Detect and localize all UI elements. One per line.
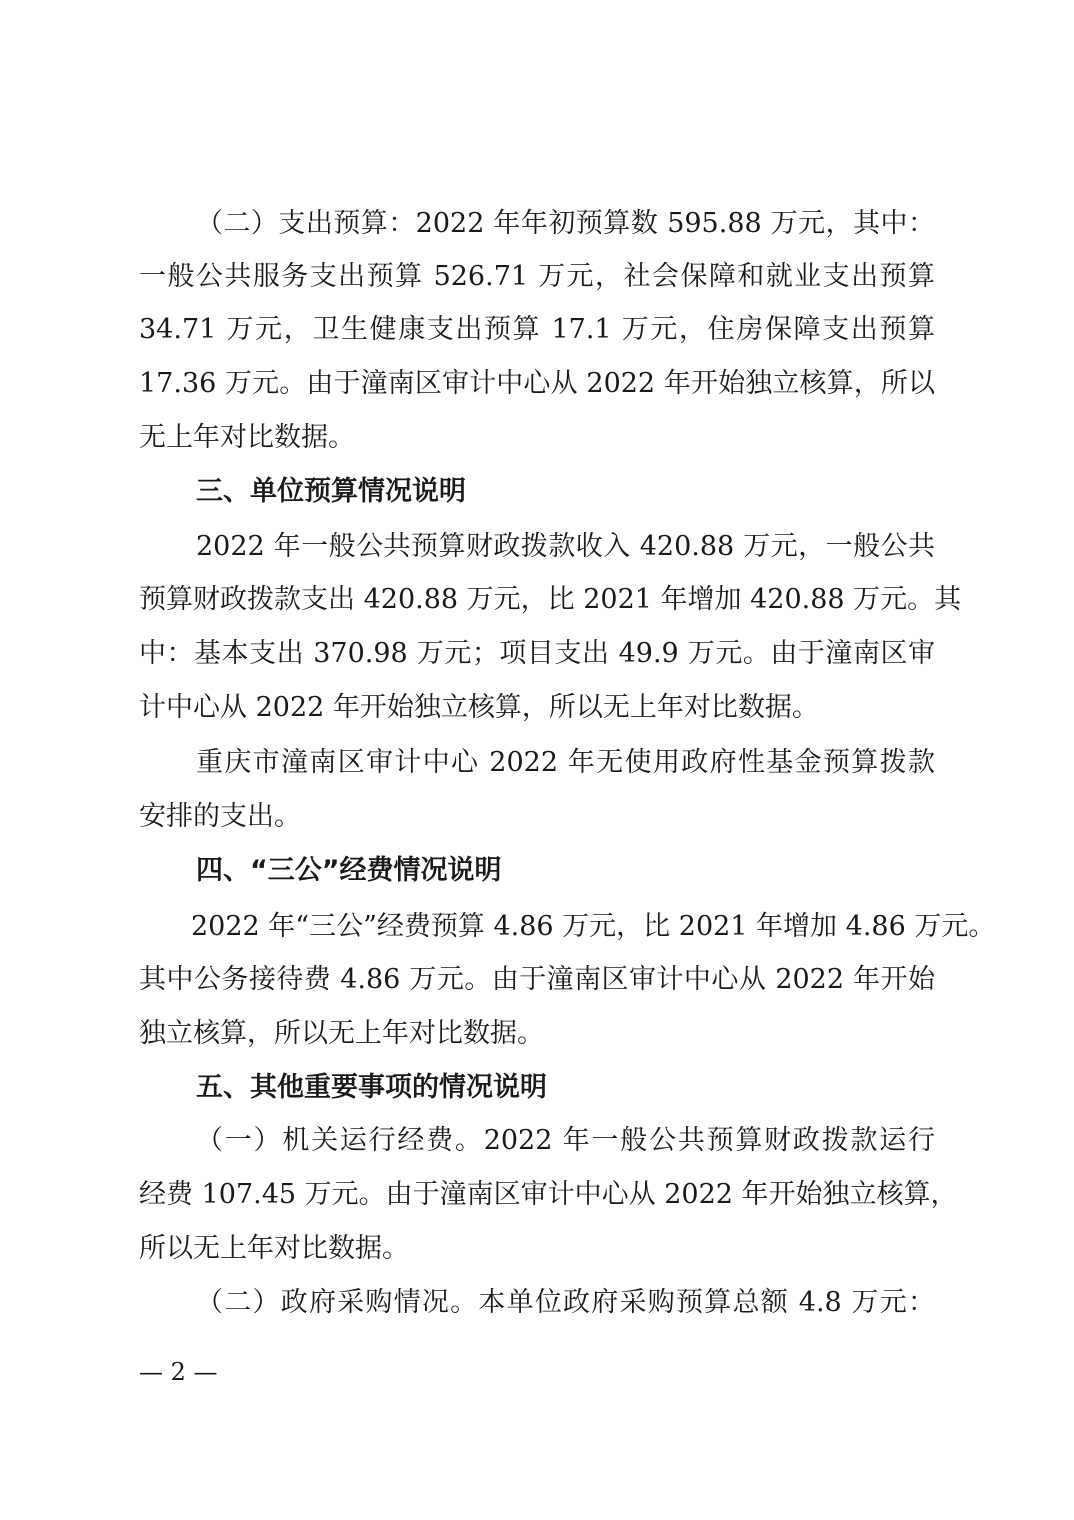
paragraph-line: （二）政府采购情况。本单位政府采购预算总额 4.8 万元：	[196, 1287, 935, 1318]
section-heading: 四、“三公”经费情况说明	[196, 855, 502, 886]
paragraph-line: 2022 年“三公”经费预算 4.86 万元，比 2021 年增加 4.86 万元。	[191, 911, 996, 942]
paragraph-line: （一）机关运行经费。2022 年一般公共预算财政拨款运行	[196, 1125, 935, 1156]
paragraph-line: 独立核算，所以无上年对比数据。	[139, 1018, 544, 1049]
paragraph-line: 2022 年一般公共预算财政拨款收入 420.88 万元，一般公共	[196, 531, 935, 562]
paragraph-line: 其中公务接待费 4.86 万元。由于潼南区审计中心从 2022 年开始	[139, 964, 935, 995]
section-heading: 五、其他重要事项的情况说明	[196, 1072, 547, 1103]
paragraph-line: （二）支出预算：2022 年年初预算数 595.88 万元，其中：	[196, 208, 935, 239]
paragraph-line: 计中心从 2022 年开始独立核算，所以无上年对比数据。	[139, 692, 819, 723]
paragraph-line: 经费 107.45 万元。由于潼南区审计中心从 2022 年开始独立核算，	[139, 1179, 958, 1210]
paragraph-line: 一般公共服务支出预算 526.71 万元，社会保障和就业支出预算	[139, 261, 935, 292]
paragraph-line: 中：基本支出 370.98 万元；项目支出 49.9 万元。由于潼南区审	[139, 638, 935, 669]
paragraph-line: 无上年对比数据。	[139, 422, 355, 453]
paragraph-line: 预算财政拨款支出 420.88 万元，比 2021 年增加 420.88 万元。其	[139, 584, 962, 615]
paragraph-line: 安排的支出。	[139, 801, 301, 832]
paragraph-line: 17.36 万元。由于潼南区审计中心从 2022 年开始独立核算，所以	[139, 368, 935, 399]
paragraph-line: 重庆市潼南区审计中心 2022 年无使用政府性基金预算拨款	[196, 747, 935, 778]
page-number: — 2 —	[139, 1358, 218, 1386]
paragraph-line: 所以无上年对比数据。	[139, 1233, 409, 1264]
paragraph-line: 34.71 万元，卫生健康支出预算 17.1 万元，住房保障支出预算	[139, 314, 935, 345]
section-heading: 三、单位预算情况说明	[196, 476, 466, 507]
